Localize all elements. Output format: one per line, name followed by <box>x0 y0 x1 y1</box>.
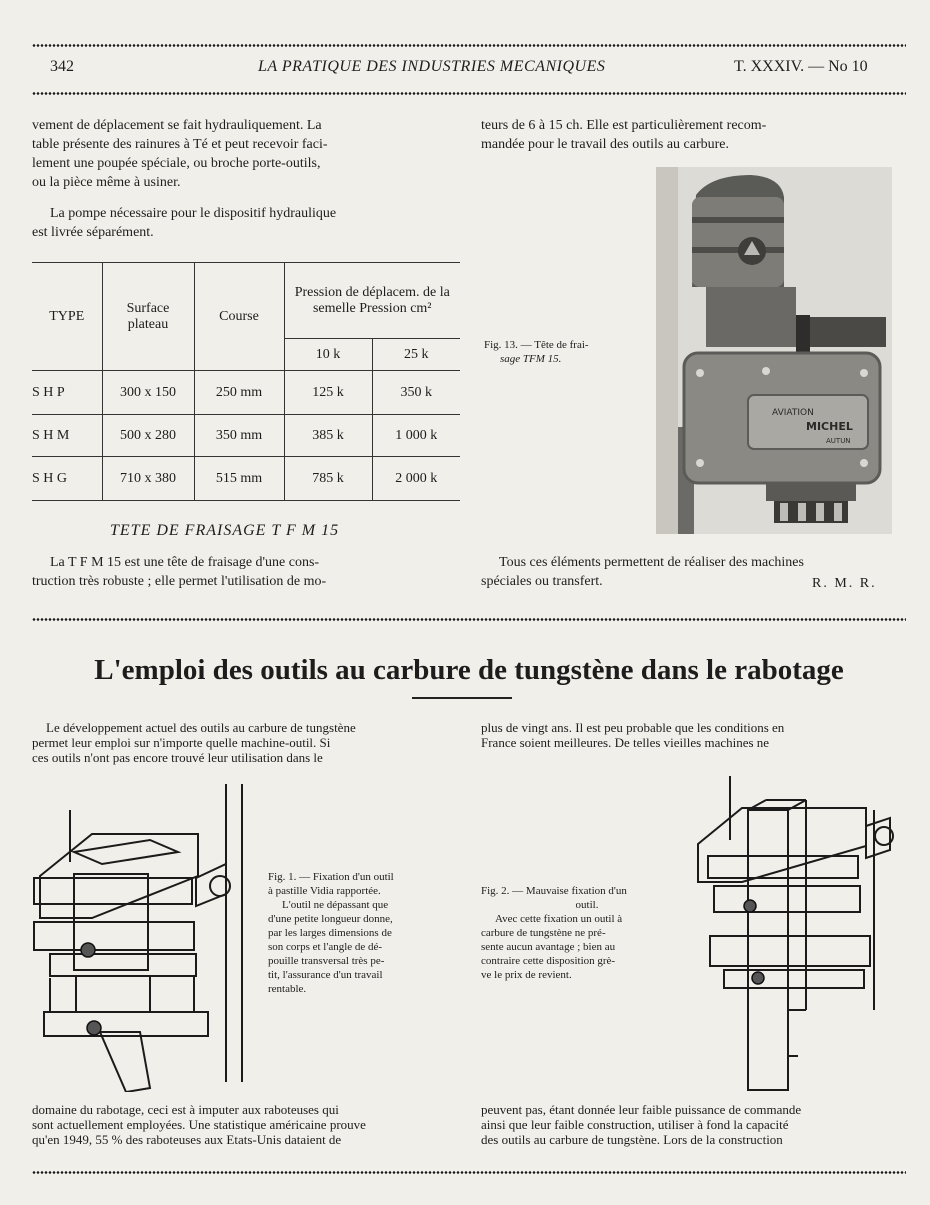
table-header-surface: Surface plateau <box>102 263 194 371</box>
milling-head-illustration <box>656 167 892 534</box>
nameplate-line-1: AVIATION <box>772 408 814 418</box>
col2-top-paragraph: teurs de 6 à 15 ch. Elle est particulièrement recom- mandée pour le travail des outils au carbure. <box>481 118 767 152</box>
nameplate-line-3: AUTUN <box>826 437 851 445</box>
fig2-tool-drawing <box>694 770 894 1095</box>
issue-number: T. XXXIV. — No 10 <box>734 58 868 75</box>
fig1-tool-drawing <box>30 782 270 1092</box>
nameplate-line-2: MICHEL <box>806 420 853 433</box>
title-underline <box>412 697 512 699</box>
article-right-top: plus de vingt ans. Il est peu probable que les conditions en France soient meilleures. De telles vieilles machines ne <box>481 720 785 750</box>
intro-paragraph: vement de déplacement se fait hydrauliquement. La table présente des rainures à Té et peut recevoir faci- lement une poupée spéciale, ou broche porte-outils, ou la pièce même à usiner. <box>32 118 328 190</box>
article-right-bottom: peuvent pas, étant donnée leur faible puissance de commande ainsi que leur faible construction, utiliser à fond la capacité des outils au carbure de tungstène. Lors de la construction <box>481 1102 802 1147</box>
milling-head-photo <box>656 167 892 534</box>
fig13-caption: Fig. 13. — Tête de frai- sage TFM 15. <box>484 339 589 365</box>
article-left-bottom: domaine du rabotage, ceci est à imputer aux raboteuses qui sont actuellement employées. Une statistique américaine prouve qu'en 1949, 55 % des raboteuses aux Etats-Unis dataient de <box>32 1102 366 1147</box>
tfm-paragraph: La T F M 15 est une tête de fraisage d'une cons- truction très robuste ; elle permet l'utilisation de mo- <box>32 555 327 589</box>
journal-title: LA PRATIQUE DES INDUSTRIES MECANIQUES <box>258 58 606 75</box>
tfm-heading: TETE DE FRAISAGE T F M 15 <box>110 522 340 539</box>
pump-paragraph: La pompe nécessaire pour le dispositif hydraulique est livrée séparément. <box>32 206 337 240</box>
article-left-top: Le développement actuel des outils au carbure de tungstène permet leur emploi sur n'importe quelle machine-outil. Si ces outils n'ont pas encore trouvé leur utilisation dans le <box>32 720 356 765</box>
table-header-pression: Pression de déplacem. de la semelle Pression cm² <box>284 263 460 339</box>
article-title: L'emploi des outils au carbure de tungstène dans le rabotage <box>94 654 844 686</box>
table-subheader-25k: 25 k <box>404 346 429 362</box>
page-number: 342 <box>50 58 74 75</box>
table-header-type: TYPE <box>32 263 102 371</box>
fig2-caption: Fig. 2. — Mauvaise fixation d'un outil. Avec cette fixation un outil à carbure de tungstène ne pré- sente aucun avantage ; bien au contraire cette disposition grè- ve le prix de revient. <box>481 885 627 981</box>
bottom-dotted-rule <box>32 1171 906 1174</box>
col2-bottom-paragraph: Tous ces éléments permettent de réaliser des machines spéciales ou transfert. <box>481 555 804 589</box>
table-header-course: Course <box>194 263 284 371</box>
fig1-caption: Fig. 1. — Fixation d'un outil à pastille Vidia rapportée. L'outil ne dépassant que d'une petite longueur donne, par les larges dimensions de son corps et l'angle de dé- pouille transversal très pe- tit, l'assurance d'un travail rentable. <box>268 871 394 995</box>
table-row: S H M 500 x 280 350 mm 385 k 1 000 k <box>32 415 460 457</box>
top-dotted-rule <box>32 44 906 47</box>
table-subheader-10k: 10 k <box>284 339 372 371</box>
section-dotted-rule <box>32 618 906 621</box>
table-row: S H G 710 x 380 515 mm 785 k 2 000 k <box>32 457 460 501</box>
table-row: S H P 300 x 150 250 mm 125 k 350 k <box>32 371 460 415</box>
author-signature: R. M. R. <box>812 576 877 591</box>
header-dotted-rule <box>32 92 906 95</box>
spec-table <box>32 262 460 501</box>
